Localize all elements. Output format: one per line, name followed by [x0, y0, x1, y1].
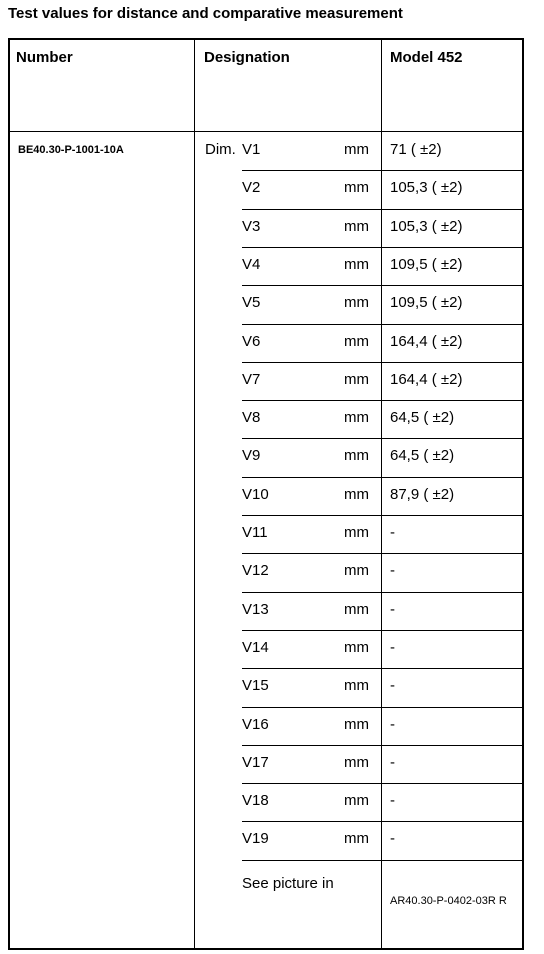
- dimension-unit: mm: [344, 562, 369, 580]
- table-row: [10, 285, 522, 323]
- dimension-name: V13: [242, 600, 269, 618]
- dimension-name: V19: [242, 830, 269, 848]
- dimension-value: -: [390, 715, 395, 733]
- dimension-name: V8: [242, 409, 261, 427]
- part-number: BE40.30-P-1001-10A: [18, 144, 124, 156]
- table-row: [10, 362, 522, 400]
- dimension-unit: mm: [344, 370, 369, 388]
- dimension-unit: mm: [344, 830, 369, 848]
- dimension-name: V9: [242, 447, 261, 465]
- dimension-value: 105,3 ( ±2): [390, 179, 463, 197]
- dimension-value: -: [390, 677, 395, 695]
- dimension-value: 109,5 ( ±2): [390, 255, 463, 273]
- dimension-unit: mm: [344, 792, 369, 810]
- table-row: [10, 821, 522, 859]
- dimension-name: V11: [242, 524, 268, 541]
- dimension-name: V4: [242, 255, 261, 273]
- dimension-value: 109,5 ( ±2): [390, 294, 463, 312]
- dimension-value: 71 ( ±2): [390, 141, 442, 158]
- dimension-value: -: [390, 600, 395, 618]
- header-model: Model 452: [390, 49, 463, 66]
- table-row: [10, 707, 522, 745]
- table-row: [10, 477, 522, 515]
- table-row: [10, 745, 522, 783]
- dim-label: Dim.: [205, 141, 236, 158]
- dimension-unit: mm: [344, 217, 369, 235]
- table-row: [10, 132, 522, 170]
- dimension-name: V15: [242, 677, 269, 695]
- dimension-unit: mm: [344, 677, 369, 695]
- dimension-value: 164,4 ( ±2): [390, 332, 463, 350]
- dimension-name: V16: [242, 715, 269, 733]
- dimension-unit: mm: [344, 179, 369, 197]
- table-row: [10, 515, 522, 553]
- dimension-unit: mm: [344, 524, 369, 541]
- dimension-unit: mm: [344, 255, 369, 273]
- dimension-value: -: [390, 792, 395, 810]
- row-divider: [242, 860, 522, 861]
- dimension-value: 105,3 ( ±2): [390, 217, 463, 235]
- table-row: [10, 209, 522, 247]
- see-picture-label: See picture in: [242, 875, 334, 892]
- dimension-name: V3: [242, 217, 261, 235]
- dimension-unit: mm: [344, 638, 369, 656]
- table-row: [10, 783, 522, 821]
- table-row: [10, 438, 522, 476]
- dimension-value: -: [390, 562, 395, 580]
- dimension-name: V17: [242, 753, 269, 771]
- table-row: [10, 400, 522, 438]
- dimension-value: -: [390, 524, 395, 541]
- dimension-unit: mm: [344, 715, 369, 733]
- measurement-table: [8, 38, 524, 950]
- table-row: [10, 553, 522, 591]
- dimension-name: V14: [242, 638, 269, 656]
- dimension-value: 64,5 ( ±2): [390, 409, 455, 427]
- page-title: Test values for distance and comparative measurement: [8, 5, 403, 22]
- dimension-name: V12: [242, 562, 269, 580]
- header-number: Number: [16, 49, 73, 66]
- dimension-name: V18: [242, 792, 269, 810]
- table-row: [10, 668, 522, 706]
- table-row: [10, 592, 522, 630]
- table-row: [10, 324, 522, 362]
- table-row: [10, 630, 522, 668]
- dimension-unit: mm: [344, 409, 369, 427]
- picture-reference: AR40.30-P-0402-03R R: [390, 895, 507, 907]
- dimension-name: V2: [242, 179, 261, 197]
- dimension-unit: mm: [344, 600, 369, 618]
- header-designation: Designation: [204, 49, 290, 66]
- dimension-unit: mm: [344, 332, 369, 350]
- dimension-value: 164,4 ( ±2): [390, 370, 463, 388]
- dimension-unit: mm: [344, 294, 369, 312]
- dimension-value: 87,9 ( ±2): [390, 485, 455, 503]
- dimension-unit: mm: [344, 447, 369, 465]
- dimension-name: V5: [242, 294, 261, 312]
- dimension-value: 64,5 ( ±2): [390, 447, 455, 465]
- dimension-name: V6: [242, 332, 261, 350]
- dimension-unit: mm: [344, 485, 369, 503]
- dimension-name: V7: [242, 370, 261, 388]
- dimension-name: V1: [242, 141, 261, 158]
- dimension-value: -: [390, 830, 395, 848]
- dimension-unit: mm: [344, 753, 369, 771]
- dimension-unit: mm: [344, 141, 369, 158]
- dimension-value: -: [390, 638, 395, 656]
- table-row: [10, 170, 522, 208]
- dimension-value: -: [390, 753, 395, 771]
- table-row: [10, 247, 522, 285]
- dimension-name: V10: [242, 485, 269, 503]
